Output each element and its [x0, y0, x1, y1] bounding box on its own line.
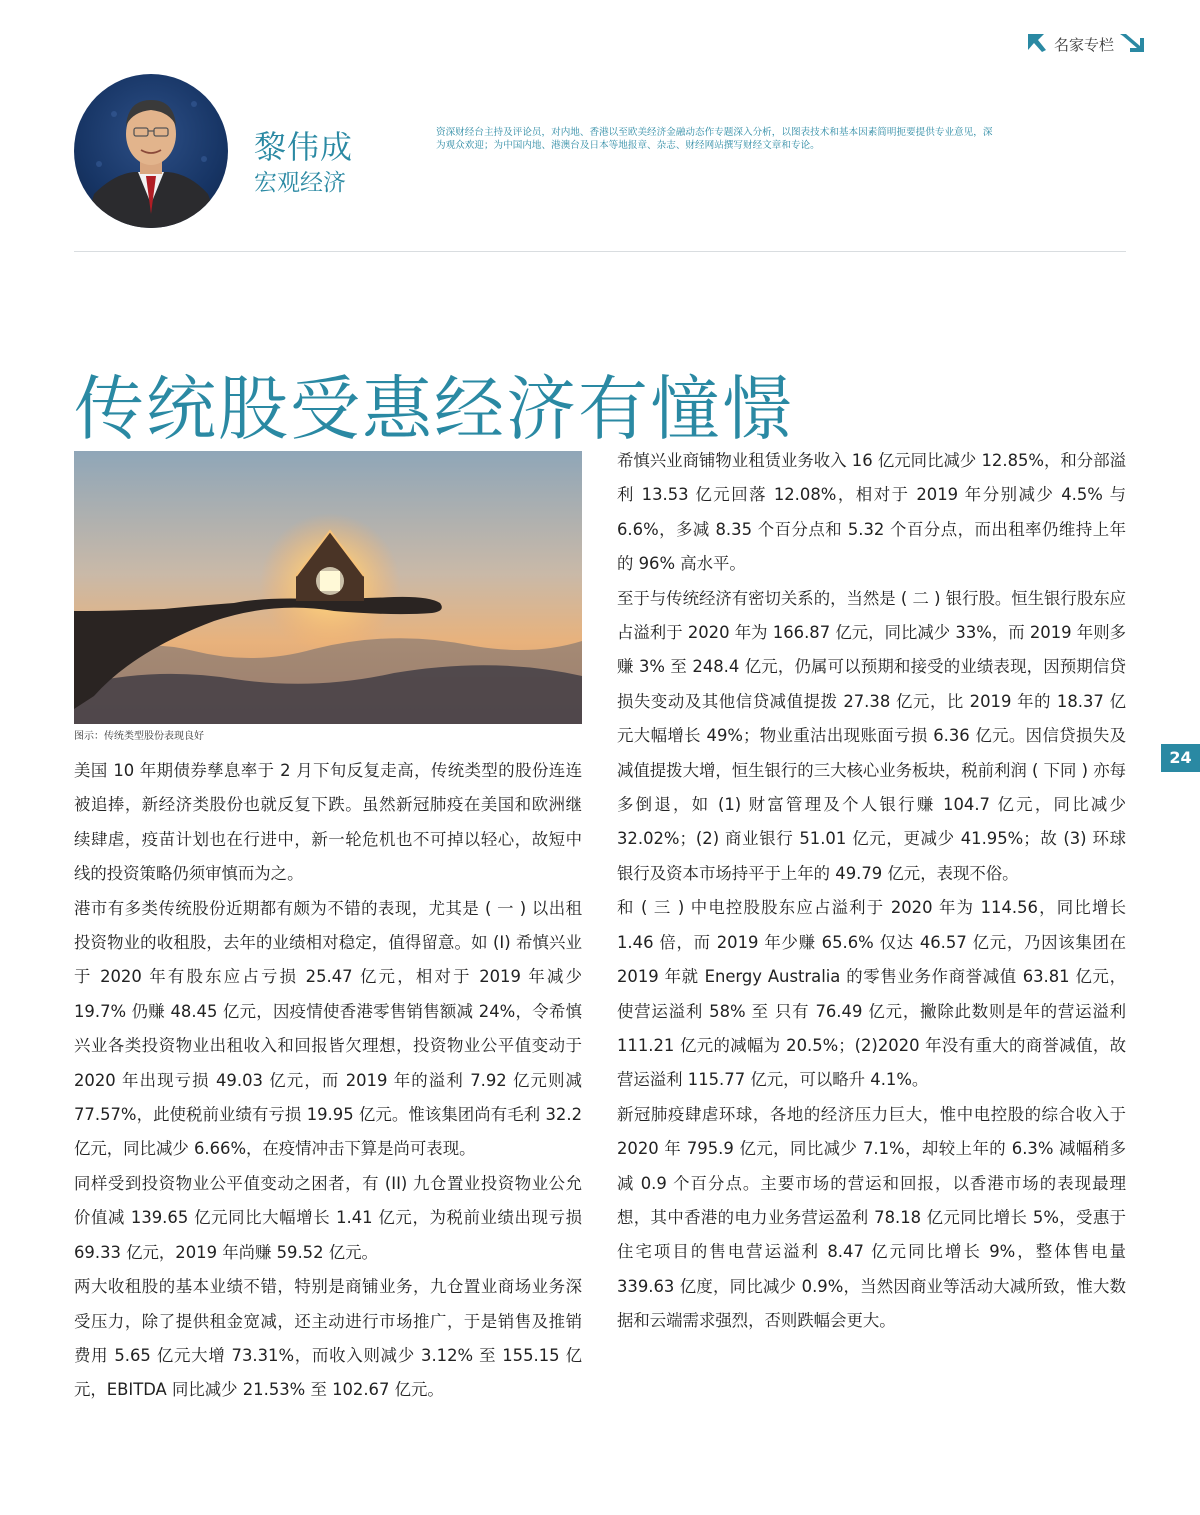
paragraph: 港市有多类传统股份近期都有颇为不错的表现，尤其是 ( 一 ) 以出租投资物业的收租股，去年的业绩相对稳定，值得留意。如 (I) 希慎兴业于 2020 年有股东应占亏损 25.47 亿元，相对于 2019 年减少 19.7% 仍赚 48.45 亿元，因疫情使香港零售销售额减 24%，令希慎兴业各类投资物业出租收入和回报皆欠理想，投资物业公平值变动于 2020 年出现亏损 49.03 亿元，而 2019 年的溢利 7.92 亿元则减 77.57%，此使税前业绩有亏损 19.95 亿元。惟该集团尚有毛利 32.2 亿元，同比减少 6.66%，在疫情冲击下算是尚可表现。	[74, 898, 582, 1159]
author-bio: 资深财经台主持及评论员，对内地、香港以至欧美经济金融动态作专题深入分析，以图表技术和基本因素简明扼要提供专业意见，深为观众欢迎；为中国内地、港澳台及日本等地报章、杂志、财经网站撰写财经文章和专论。	[436, 127, 993, 151]
paragraph: 希慎兴业商铺物业租赁业务收入 16 亿元同比减少 12.85%，和分部溢利 13.53 亿元回落 12.08%，相对于 2019 年分别减少 4.5% 与 6.6%，多减 8.35 个百分点和 5.32 个百分点，而出租率仍维持上年的 96% 高水平。	[617, 451, 1126, 574]
paragraph: 至于与传统经济有密切关系的，当然是 ( 二 ) 银行股。恒生银行股东应占溢利于 2020 年为 166.87 亿元，同比减少 33%，而 2019 年则多赚 3% 至 248.4 亿元，仍属可以预期和接受的业绩表现，因预期信贷损失变动及其他信贷减值提拨 27.38 亿元，比 2019 年的 18.37 亿元大幅增长 49%；物业重沽出现账面亏损 6.36 亿元。因信贷损失及减值提拨大增，恒生银行的三大核心业务板块，税前利润 ( 下同 ) 亦每多倒退，如 (1) 财富管理及个人银行赚 104.7 亿元，同比减少 32.02%；(2) 商业银行 51.01 亿元，更减少 41.95%；故 (3) 环球银行及资本市场持平于上年的 49.79 亿元，表现不俗。	[617, 588, 1126, 883]
author-portrait	[74, 74, 228, 228]
paragraph: 美国 10 年期债券孳息率于 2 月下旬反复走高，传统类型的股份连连被追捧，新经济类股份也就反复下跌。虽然新冠肺疫在美国和欧洲继续肆虐，疫苗计划也在行进中，新一轮危机也不可掉以轻心，故短中线的投资策略仍须审慎而为之。	[74, 761, 582, 884]
paragraph: 新冠肺疫肆虐环球，各地的经济压力巨大，惟中电控股的综合收入于 2020 年 795.9 亿元，同比减少 7.1%，却较上年的 6.3% 减幅稍多减 0.9 个百分点。主要市场的营运和回报，以香港市场的表现最理想，其中香港的电力业务营运盈利 78.18 亿元同比增长 5%，受惠于住宅项目的售电营运溢利 8.47 亿元同比增长 9%，整体售电量 339.63 亿度，同比减少 0.9%，当然因商业等活动大减所致，惟大数据和云端需求强烈，否则跌幅会更大。	[617, 1104, 1126, 1331]
paragraph: 和 ( 三 ) 中电控股股东应占溢利于 2020 年为 114.56，同比增长 1.46 倍，而 2019 年少赚 65.6% 仅达 46.57 亿元，乃因该集团在 2019 年就 Energy Australia 的零售业务作商誉减值 63.81 亿元，使营运溢利 58% 至 只有 76.49 亿元，撇除此数则是年的营运溢利 111.21 亿元的减幅为 20.5%；(2)2020 年没有重大的商誉减值，故营运溢利 115.77 亿元，可以略升 4.1%。	[617, 898, 1126, 1090]
image-caption: 图示：传统类型股份表现良好	[74, 731, 204, 742]
author-field: 宏观经济	[254, 170, 346, 196]
paragraph: 两大收租股的基本业绩不错，特别是商铺业务，九仓置业商场业务深受压力，除了提供租金宽减，还主动进行市场推广，于是销售及推销费用 5.65 亿元大增 73.31%，而收入则减少 3.12% 至 155.15 亿元，EBITDA 同比减少 21.53% 至 102.67 亿元。	[74, 1277, 582, 1400]
hand-holding-house-image	[74, 451, 582, 724]
column-tag	[1028, 30, 1146, 58]
author-name: 黎伟成	[254, 128, 354, 166]
article-body-right	[617, 444, 1126, 1339]
page-number: 24	[1161, 744, 1200, 772]
article-body-left	[74, 754, 582, 1408]
article-title: 传统股受惠经济有憧憬	[74, 367, 794, 450]
paragraph: 同样受到投资物业公平值变动之困者，有 (II) 九仓置业投资物业公允价值减 139.65 亿元同比大幅增长 1.41 亿元，为税前业绩出现亏损 69.33 亿元，2019 年尚赚 59.52 亿元。	[74, 1173, 582, 1262]
arrow-left-icon	[1028, 34, 1046, 52]
arrow-right-icon	[1120, 34, 1144, 52]
article-photo	[74, 451, 582, 724]
column-tag-label: 名家专栏	[1054, 36, 1115, 54]
header-divider	[74, 251, 1126, 252]
author-avatar	[74, 74, 228, 228]
